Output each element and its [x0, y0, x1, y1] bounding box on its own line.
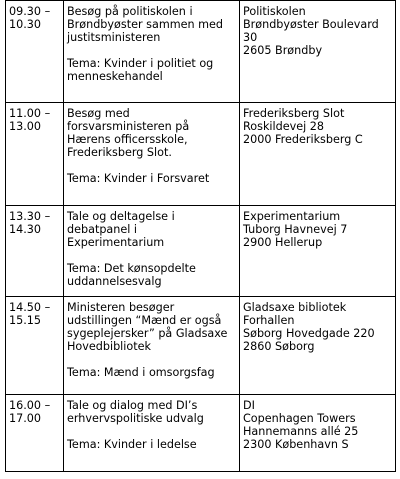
- theme-line: uddannelsesvalg: [67, 274, 162, 288]
- theme-line: Tema: Det kønsopdelte: [67, 261, 196, 275]
- place-line: Tuborg Havnevej 7: [243, 222, 348, 236]
- event-line: Ministeren besøger: [67, 300, 175, 314]
- place-line: Forhallen: [243, 313, 295, 327]
- time-end: 17.00: [9, 411, 42, 425]
- event-cell: [64, 296, 240, 394]
- event-line: Hovedbibliotek: [67, 339, 151, 353]
- event-line: Hærens officersskole,: [67, 133, 188, 147]
- time-end: 13.00: [9, 120, 42, 134]
- event-line: Experimentarium: [67, 235, 165, 249]
- time-start: 14.50 –: [9, 300, 51, 314]
- place-line: Gladsaxe bibliotek: [243, 300, 347, 314]
- place-line: Experimentarium: [243, 209, 341, 223]
- theme-line: Tema: Mænd i omsorgsfag: [67, 365, 215, 379]
- event-line: Tale og dialog med DI’s: [67, 398, 198, 412]
- event-cell: [64, 205, 240, 296]
- place-line: Roskildevej 28: [243, 120, 325, 134]
- table-row: [6, 394, 396, 471]
- event-line: justitsministeren: [67, 31, 161, 44]
- place-cell: [240, 296, 396, 394]
- event-line: Besøg med: [67, 107, 130, 121]
- time-start: 11.00 –: [9, 107, 51, 121]
- place-line: 30: [243, 31, 258, 44]
- event-line: Frederiksberg Slot.: [67, 146, 172, 160]
- event-line: Besøg på politiskolen i: [67, 5, 193, 18]
- time-end: 14.30: [9, 222, 42, 236]
- event-cell: [64, 1, 240, 103]
- place-cell: [240, 394, 396, 471]
- time-cell: [6, 205, 64, 296]
- place-line: Hannemanns allé 25: [243, 424, 359, 438]
- time-start: 13.30 –: [9, 209, 51, 223]
- time-cell: [6, 394, 64, 471]
- place-cell: [240, 103, 396, 205]
- place-line: 2900 Hellerup: [243, 235, 323, 249]
- event-cell: [64, 103, 240, 205]
- time-end: 15.15: [9, 313, 42, 327]
- event-cell: [64, 394, 240, 471]
- place-line: Frederiksberg Slot: [243, 107, 345, 121]
- event-line: erhvervspolitiske udvalg: [67, 411, 204, 425]
- table-row: [6, 296, 396, 394]
- time-start: 16.00 –: [9, 398, 51, 412]
- schedule-table: [5, 0, 396, 472]
- place-line: 2300 København S: [243, 437, 349, 451]
- time-end: 10.30: [9, 18, 42, 31]
- event-line: forsvarsministeren på: [67, 120, 190, 134]
- event-line: Brøndbyøster sammen med: [67, 18, 224, 31]
- event-line: sygeplejersker” på Gladsaxe: [67, 326, 228, 340]
- table-row: [6, 205, 396, 296]
- time-cell: [6, 1, 64, 103]
- place-cell: [240, 205, 396, 296]
- theme-line: Tema: Kvinder i politiet og: [67, 57, 214, 70]
- theme-line: Tema: Kvinder i ledelse: [67, 437, 197, 451]
- place-line: 2860 Søborg: [243, 339, 315, 353]
- event-line: udstillingen “Mænd er også: [67, 313, 222, 327]
- place-line: Politiskolen: [243, 5, 306, 18]
- place-cell: [240, 1, 396, 103]
- event-line: Tale og deltagelse i: [67, 209, 175, 223]
- place-line: Copenhagen Towers: [243, 411, 356, 425]
- table-row: [6, 103, 396, 205]
- time-start: 09.30 –: [9, 5, 51, 18]
- place-line: 2605 Brøndby: [243, 44, 323, 57]
- theme-line: menneskehandel: [67, 70, 163, 83]
- place-line: Søborg Hovedgade 220: [243, 326, 375, 340]
- place-line: 2000 Frederiksberg C: [243, 133, 363, 147]
- table-row: [6, 1, 396, 103]
- place-line: DI: [243, 398, 255, 412]
- time-cell: [6, 296, 64, 394]
- time-cell: [6, 103, 64, 205]
- place-line: Brøndbyøster Boulevard: [243, 18, 379, 31]
- theme-line: Tema: Kvinder i Forsvaret: [67, 172, 210, 186]
- event-line: debatpanel i: [67, 222, 138, 236]
